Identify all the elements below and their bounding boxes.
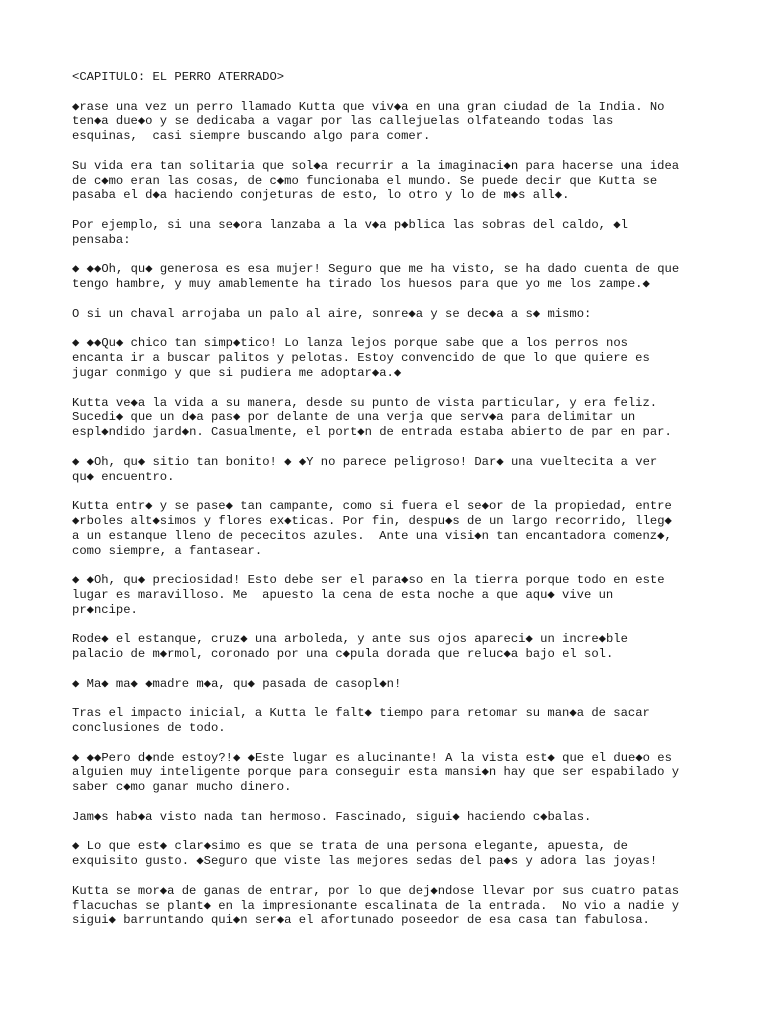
paragraph-17: Kutta se mor◆a de ganas de entrar, por lo que dej◆ndose llevar por sus cuatro patas flacuchas se plant◆ en la impresionante escalinata de la entrada. No vio a nadie y sigui◆ barruntando qui◆n ser◆a el afortunado poseedor de esa casa tan fabulosa. bbox=[72, 883, 680, 928]
paragraph-4: ◆ ◆◆Oh, qu◆ generosa es esa mujer! Seguro que me ha visto, se ha dado cuenta de que tengo hambre, y muy amablemente ha tirado los huesos para que yo me los zampe.◆ bbox=[72, 262, 680, 292]
paragraph-16: ◆ Lo que est◆ clar◆simo es que se trata de una persona elegante, apuesta, de exquisito gusto. ◆Seguro que viste las mejores sedas del pa◆s y adora las joyas! bbox=[72, 839, 658, 869]
chapter-heading: <CAPITULO: EL PERRO ATERRADO> bbox=[72, 70, 285, 84]
paragraph-2: Su vida era tan solitaria que sol◆a recurrir a la imaginaci◆n para hacerse una idea de c◆mo eran las cosas, de c◆mo funcionaba el mundo. Se puede decir que Kutta se pasaba el d◆a haciendo conjeturas de esto, lo otro y lo de m◆s all◆. bbox=[72, 158, 680, 203]
paragraph-7: Kutta ve◆a la vida a su manera, desde su punto de vista particular, y era feliz. Sucedi◆ que un d◆a pas◆ por delante de una verja que serv◆a para delimitar un espl◆ndido jard◆n. Casualmente, el port◆n de entrada estaba abierto de par en par. bbox=[72, 395, 672, 440]
paragraph-14: ◆ ◆◆Pero d◆nde estoy?!◆ ◆Este lugar es alucinante! A la vista est◆ que el due◆o es alguien muy inteligente porque para conseguir esta mansi◆n hay que ser espabilado y saber c◆mo ganar mucho dinero. bbox=[72, 750, 680, 795]
paragraph-13: Tras el impacto inicial, a Kutta le falt◆ tiempo para retomar su man◆a de sacar conclusiones de todo. bbox=[72, 706, 650, 736]
paragraph-1: ◆rase una vez un perro llamado Kutta que viv◆a en una gran ciudad de la India. No ten◆a due◆o y se dedicaba a vagar por las callejuelas olfateando todas las esquinas, casi siempre buscando algo para comer. bbox=[72, 99, 665, 144]
paragraph-9: Kutta entr◆ y se pase◆ tan campante, como si fuera el se◆or de la propiedad, entre ◆rboles alt◆simos y flores ex◆ticas. Por fin, despu◆s de un largo recorrido, lleg◆ a un estanque lleno de pececitos azules. Ante una visi◆n tan encantadora comenz◆, como siempre, a fantasear. bbox=[72, 499, 672, 558]
paragraph-10: ◆ ◆Oh, qu◆ preciosidad! Esto debe ser el para◆so en la tierra porque todo en este lugar es maravilloso. Me apuesto la cena de esta noche a que aqu◆ vive un pr◆ncipe. bbox=[72, 573, 665, 617]
paragraph-3: Por ejemplo, si una se◆ora lanzaba a la v◆a p◆blica las sobras del caldo, ◆l pensaba: bbox=[72, 217, 628, 247]
paragraph-6: ◆ ◆◆Qu◆ chico tan simp◆tico! Lo lanza lejos porque sabe que a los perros nos encanta ir a buscar palitos y pelotas. Estoy convencido de que lo que quiere es jugar conmigo y que si pudiera me adoptar◆a.◆ bbox=[72, 336, 650, 380]
paragraph-8: ◆ ◆Oh, qu◆ sitio tan bonito! ◆ ◆Y no parece peligroso! Dar◆ una vueltecita a ver qu◆ encuentro. bbox=[72, 454, 658, 484]
paragraph-11: Rode◆ el estanque, cruz◆ una arboleda, y ante sus ojos apareci◆ un incre◆ble palacio de m◆rmol, coronado por una c◆pula dorada que reluc◆a bajo el sol. bbox=[72, 632, 628, 662]
document-page bbox=[72, 70, 752, 943]
paragraph-15: Jam◆s hab◆a visto nada tan hermoso. Fascinado, sigui◆ haciendo c◆balas. bbox=[72, 809, 592, 824]
paragraph-5: O si un chaval arrojaba un palo al aire, sonre◆a y se dec◆a a s◆ mismo: bbox=[72, 306, 592, 321]
paragraph-12: ◆ Ma◆ ma◆ ◆madre m◆a, qu◆ pasada de casopl◆n! bbox=[72, 676, 402, 691]
